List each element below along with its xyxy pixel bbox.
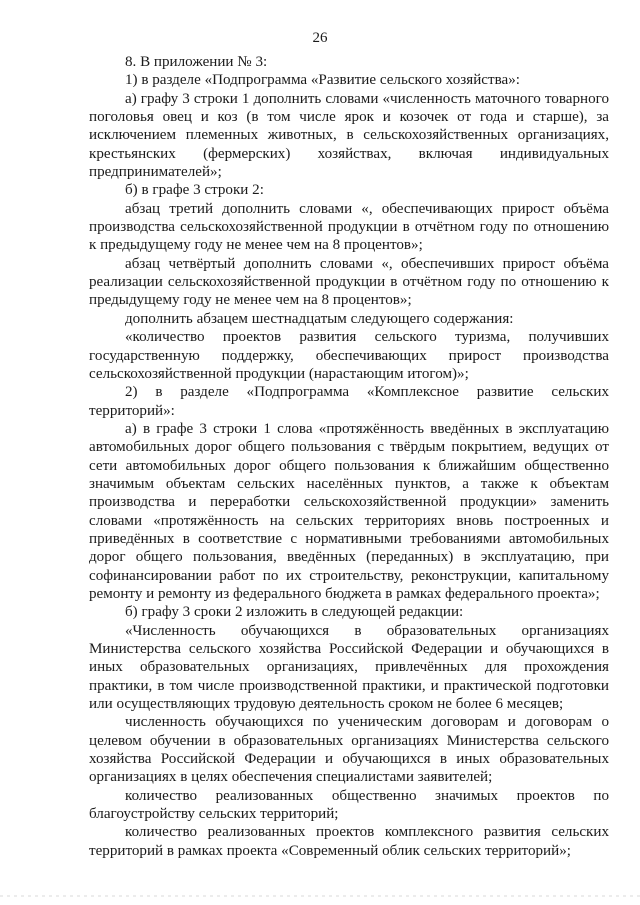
page-number: 26 bbox=[312, 30, 328, 46]
paragraph: абзац третий дополнить словами «, обеспечивающих прирост объёма производства сельскохозяйственной продукции в отчётном году по отношению к предыдущему году не менее чем на 8 процентов»; bbox=[89, 200, 609, 254]
paragraph: б) в графе 3 строки 2: bbox=[125, 182, 264, 199]
paragraph: а) в графе 3 строки 1 слова «протяжённость введённых в эксплуатацию автомобильных дорог общего пользования с твёрдым покрытием, ведущих от сети автомобильных дорог общего пользования к ближайшим общественно значимым объектам сельских населённых пунктов, а также к объектам производства и переработки сельскохозяйственной продукции» заменить словами «протяжённость на сельских территориях вновь построенных и приведённых в соответствие с нормативными требованиями автомобильных дорог общего пользования, введённых (переданных) в эксплуатацию, при софинансировании работ по их строительству, реконструкции, капитальному ремонту и ремонту из федерального бюджета в рамках федерального проекта»; bbox=[89, 420, 609, 602]
paragraph: «Численность обучающихся в образовательных организациях Министерства сельского хозяйства Российской Федерации и обучающихся в иных образовательных организациях, привлечённых для прохождения практики, в том числе производственной практики, и практической подготовки или осуществляющих трудовую деятельность сроком не более 6 месяцев; bbox=[89, 622, 609, 713]
paragraph: количество реализованных общественно значимых проектов по благоустройству сельских территорий; bbox=[89, 787, 609, 823]
paragraph: «количество проектов развития сельского туризма, получивших государственную поддержку, обеспечивающих прирост производства сельскохозяйственной продукции (нарастающим итогом)»; bbox=[89, 329, 609, 382]
paragraph: 8. В приложении № 3: bbox=[125, 54, 268, 70]
paragraph: 1) в разделе «Подпрограмма «Развитие сельского хозяйства»: bbox=[125, 72, 520, 89]
document-body bbox=[89, 53, 609, 860]
paragraph: абзац четвёртый дополнить словами «, обеспечивших прирост объёма реализации сельскохозяйственной продукции в отчётном году по отношению к предыдущему году не менее чем на 8 процентов»; bbox=[89, 255, 609, 309]
paragraph: количество реализованных проектов комплексного развития сельских территорий в рамках проекта «Современный облик сельских территорий»; bbox=[89, 824, 609, 859]
paragraph: численность обучающихся по ученическим договорам и договорам о целевом обучении в образовательных организациях Министерства сельского хозяйства Российской Федерации и обучающихся в иных образовательных организациях в целях обеспечения специалистами заявителей; bbox=[89, 714, 609, 786]
scan-edge-mark bbox=[0, 895, 640, 897]
paragraph: 2) в разделе «Подпрограмма «Комплексное развитие сельских территорий»: bbox=[89, 384, 609, 419]
paragraph: б) графу 3 сроки 2 изложить в следующей редакции: bbox=[125, 604, 464, 621]
paragraph: дополнить абзацем шестнадцатым следующего содержания: bbox=[125, 310, 514, 327]
paragraph: а) графу 3 строки 1 дополнить словами «численность маточного товарного поголовья овец и коз (в том числе ярок и козочек от года и старше), за исключением племенных животных, в сельскохозяйственных организациях, крестьянских (фермерских) хозяйствах, включая индивидуальных предпринимателей»; bbox=[89, 90, 609, 181]
